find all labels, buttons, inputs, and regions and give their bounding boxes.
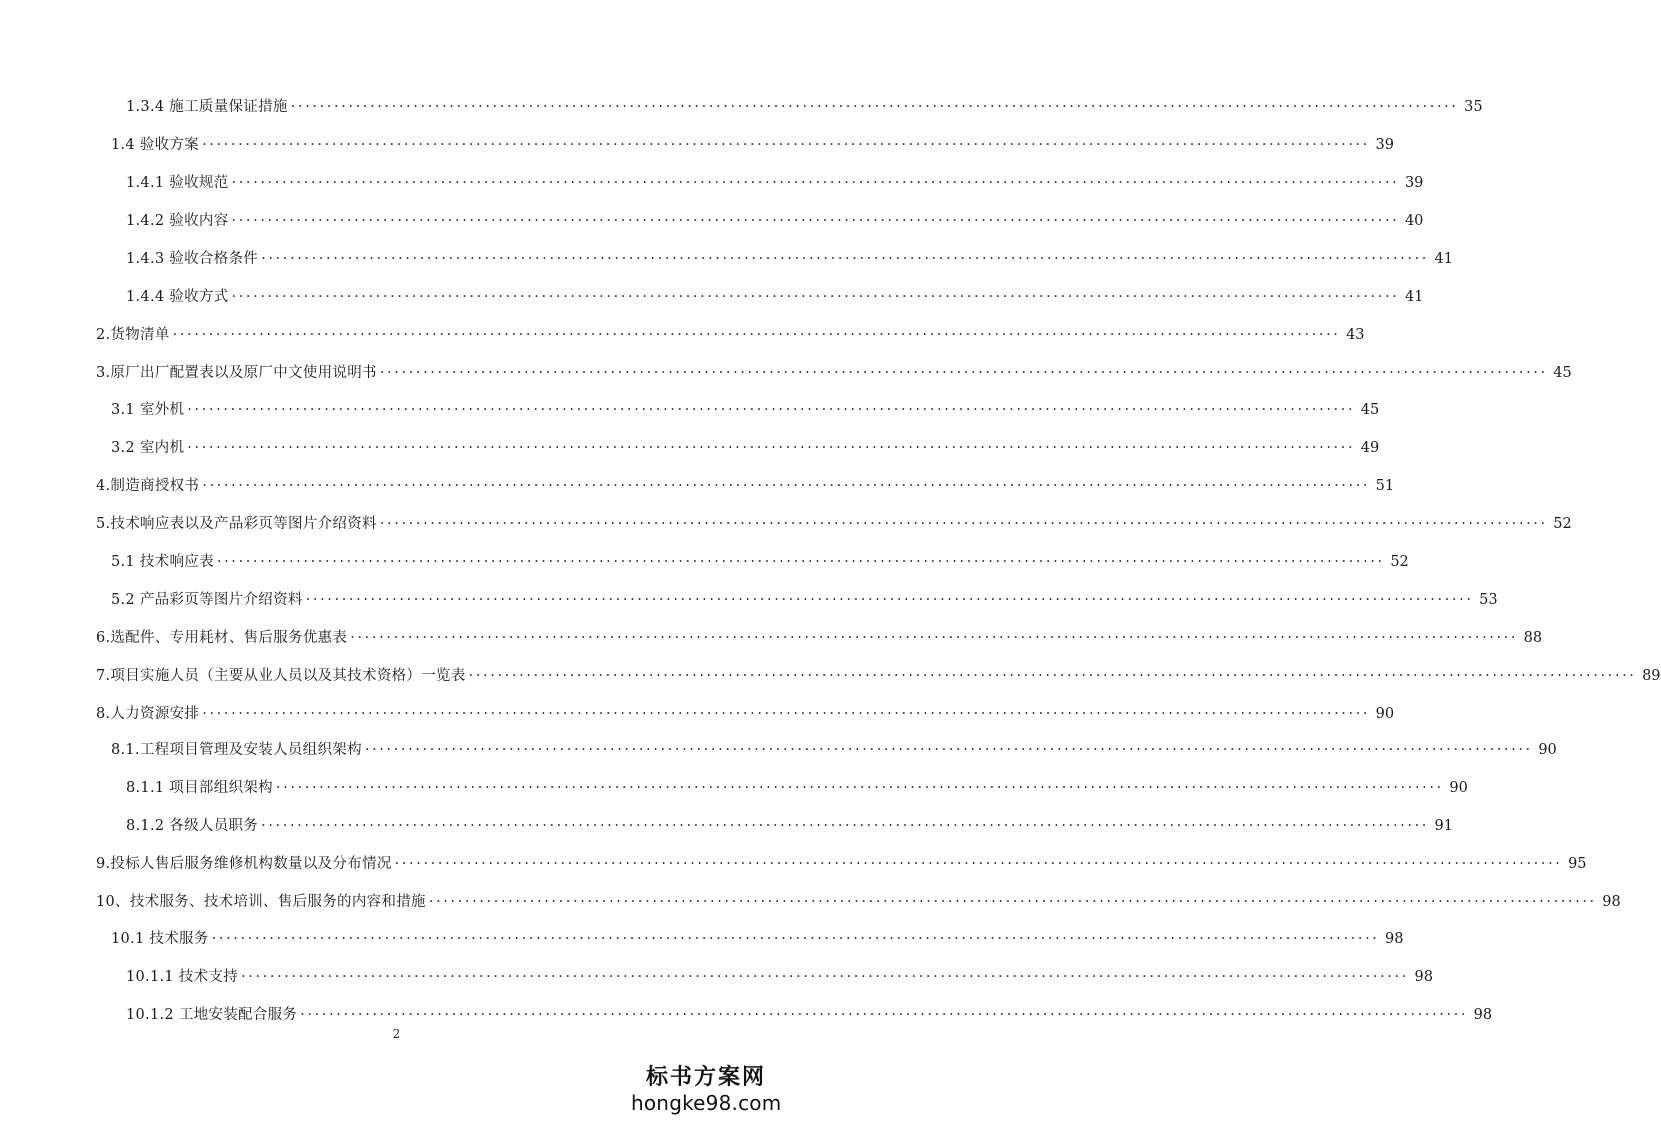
watermark-url: hongke98.com — [631, 1091, 782, 1115]
toc-entry[interactable] — [126, 776, 1468, 800]
toc-dot-leader: ·································································································································································· — [187, 402, 1356, 418]
toc-dot-leader: ·································································································································································· — [202, 137, 1370, 153]
toc-entry-page: 91 — [1434, 818, 1453, 834]
toc-entry-page: 52 — [1553, 516, 1572, 532]
toc-entry[interactable] — [111, 738, 1557, 762]
toc-dot-leader: ·································································································································································· — [468, 668, 1637, 684]
toc-entry-page: 51 — [1375, 478, 1395, 494]
toc-dot-leader: ·································································································································································· — [202, 478, 1371, 494]
toc-entry-page: 90 — [1449, 780, 1468, 796]
toc-entry-page: 98 — [1473, 1007, 1493, 1023]
toc-dot-leader: ·································································································································································· — [394, 856, 1563, 872]
toc-entry-title: 1.4.4 验收方式 — [126, 289, 229, 305]
toc-entry[interactable] — [96, 323, 1365, 347]
toc-entry[interactable] — [126, 247, 1453, 271]
toc-entry-title: 5.1 技术响应表 — [111, 554, 214, 570]
toc-entry[interactable] — [96, 512, 1572, 536]
toc-entry-page: 95 — [1568, 856, 1587, 872]
toc-entry-title: 6.选配件、专用耗材、售后服务优惠表 — [96, 630, 348, 646]
toc-entry[interactable] — [111, 927, 1404, 951]
toc-dot-leader: ·································································································································································· — [350, 630, 1519, 646]
toc-entry-title: 10、技术服务、技术培训、售后服务的内容和措施 — [96, 894, 426, 910]
toc-entry[interactable] — [111, 588, 1498, 612]
toc-entry-title: 7.项目实施人员（主要从业人员以及其技术资格）一览表 — [96, 668, 466, 684]
toc-entry[interactable] — [111, 436, 1380, 460]
toc-entry-page: 98 — [1385, 931, 1404, 947]
toc-dot-leader: ·································································································································································· — [231, 175, 1400, 191]
toc-dot-leader: ·································································································································································· — [231, 213, 1400, 229]
toc-dot-leader: ·································································································································································· — [275, 780, 1444, 796]
toc-dot-leader: ·································································································································································· — [300, 1007, 1469, 1023]
toc-entry[interactable] — [111, 550, 1409, 574]
toc-entry-page: 49 — [1360, 440, 1380, 456]
toc-entry-page: 45 — [1360, 402, 1380, 418]
toc-dot-leader: ·································································································································································· — [241, 969, 1409, 985]
toc-dot-leader: ·································································································································································· — [428, 894, 1597, 910]
toc-entry-title: 8.1.1 项目部组织架构 — [126, 780, 273, 796]
toc-entry[interactable] — [126, 965, 1433, 989]
toc-entry-page: 35 — [1464, 99, 1483, 115]
toc-entry-title: 4.制造商授权书 — [96, 478, 200, 494]
toc-dot-leader: ·································································································································································· — [172, 327, 1341, 343]
toc-dot-leader: ·································································································································································· — [202, 706, 1371, 722]
toc-entry-title: 9.投标人售后服务维修机构数量以及分布情况 — [96, 856, 392, 872]
toc-entry-title: 1.4.1 验收规范 — [126, 175, 229, 191]
toc-entry-page: 90 — [1538, 742, 1557, 758]
toc-entry[interactable] — [126, 1003, 1493, 1027]
toc-entry-title: 1.4.2 验收内容 — [126, 213, 229, 229]
toc-entry-title: 10.1 技术服务 — [111, 931, 209, 947]
toc-entry[interactable] — [126, 814, 1453, 838]
toc-entry-page: 90 — [1375, 706, 1395, 722]
toc-dot-leader: ·································································································································································· — [211, 931, 1380, 947]
toc-entry[interactable] — [126, 95, 1483, 119]
toc-entry-title: 10.1.1 技术支持 — [126, 969, 239, 985]
toc-dot-leader: ·································································································································································· — [290, 99, 1459, 115]
toc-entry[interactable] — [96, 626, 1543, 650]
toc-entry-page: 40 — [1404, 213, 1424, 229]
toc-dot-leader: ·································································································································································· — [364, 742, 1533, 758]
toc-dot-leader: ·································································································································································· — [379, 365, 1548, 381]
toc-entry-title: 5.技术响应表以及产品彩页等图片介绍资料 — [96, 516, 377, 532]
toc-entry-page: 89 — [1642, 668, 1661, 684]
toc-entry-title: 2.货物清单 — [96, 327, 170, 343]
toc-entry[interactable] — [96, 474, 1395, 498]
toc-dot-leader: ·································································································································································· — [261, 818, 1429, 834]
toc-entry-page: 98 — [1602, 894, 1621, 910]
page-number: 2 — [392, 1027, 401, 1041]
toc-entry[interactable] — [96, 664, 1661, 688]
toc-entry-page: 41 — [1434, 251, 1453, 267]
toc-entry[interactable] — [126, 171, 1424, 195]
toc-entry-title: 5.2 产品彩页等图片介绍资料 — [111, 592, 303, 608]
toc-entry[interactable] — [111, 133, 1394, 157]
toc-entry[interactable] — [126, 285, 1424, 309]
toc-entry-page: 53 — [1479, 592, 1498, 608]
toc-entry[interactable] — [96, 702, 1395, 726]
toc-dot-leader: ·································································································································································· — [261, 251, 1429, 267]
toc-dot-leader: ·································································································································································· — [187, 440, 1356, 456]
toc-dot-leader: ·································································································································································· — [231, 289, 1400, 305]
toc-entry-title: 10.1.2 工地安装配合服务 — [126, 1007, 298, 1023]
toc-entry-page: 39 — [1404, 175, 1424, 191]
toc-entry[interactable] — [96, 361, 1572, 385]
toc-entry[interactable] — [96, 890, 1621, 914]
toc-entry-page: 41 — [1404, 289, 1424, 305]
toc-entry[interactable] — [111, 398, 1380, 422]
toc-entry-title: 1.4 验收方案 — [111, 137, 200, 153]
toc-entry-page: 98 — [1414, 969, 1433, 985]
toc-entry-title: 8.1.工程项目管理及安装人员组织架构 — [111, 742, 362, 758]
toc-entry-page: 43 — [1346, 327, 1365, 343]
toc-dot-leader: ·································································································································································· — [305, 592, 1474, 608]
toc-entry-title: 1.3.4 施工质量保证措施 — [126, 99, 288, 115]
toc-entry-title: 8.1.2 各级人员职务 — [126, 818, 259, 834]
toc-entry-title: 3.2 室内机 — [111, 440, 185, 456]
toc-entry-title: 1.4.3 验收合格条件 — [126, 251, 259, 267]
watermark-logo — [631, 1062, 781, 1114]
toc-entry-page: 45 — [1553, 365, 1572, 381]
toc-entry[interactable] — [126, 209, 1424, 233]
toc-entry-page: 88 — [1523, 630, 1543, 646]
toc-entry-page: 39 — [1375, 137, 1394, 153]
toc-entry-title: 8.人力资源安排 — [96, 706, 200, 722]
toc-entry[interactable] — [96, 852, 1587, 876]
toc-dot-leader: ·································································································································································· — [379, 516, 1548, 532]
toc-dot-leader: ·································································································································································· — [216, 554, 1385, 570]
toc-entry-page: 52 — [1390, 554, 1409, 570]
watermark-name: 标书方案网 — [645, 1064, 766, 1090]
toc-entry-title: 3.1 室外机 — [111, 402, 185, 418]
toc-entry-title: 3.原厂出厂配置表以及原厂中文使用说明书 — [96, 365, 377, 381]
